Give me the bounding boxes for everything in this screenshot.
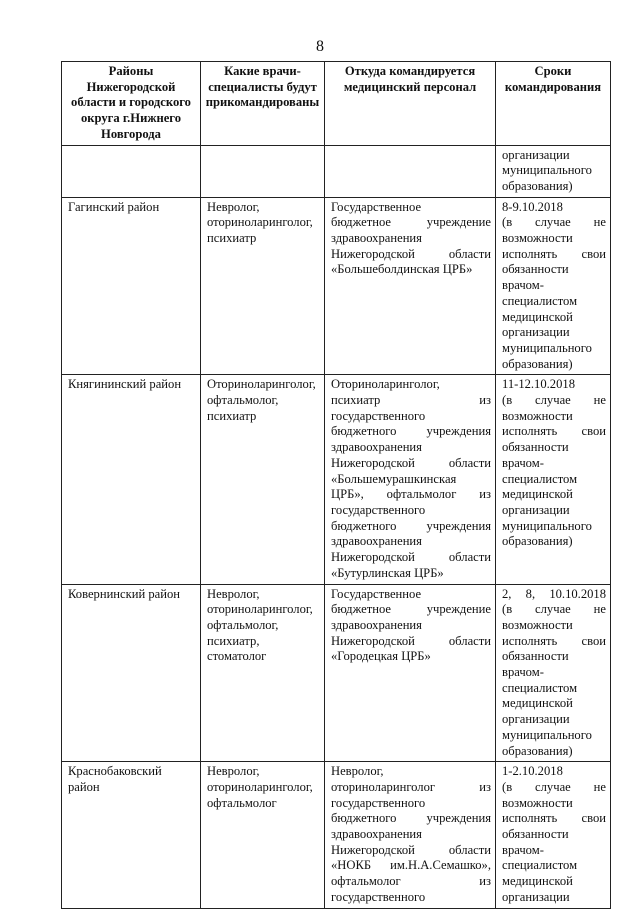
- cell-line: психиатр: [207, 231, 257, 246]
- cell-line: возможности: [502, 795, 573, 810]
- cell-line: бюджетное учреждение: [331, 215, 491, 230]
- cell-line: район: [68, 779, 100, 794]
- cell-source: [325, 145, 496, 197]
- cell-line: Оториноларинголог,: [331, 377, 440, 392]
- cell-line: врачом-: [502, 665, 544, 680]
- cell-line: оториноларинголог,: [207, 215, 313, 230]
- cell-source: [325, 197, 496, 375]
- cell-line: образования): [502, 743, 573, 758]
- cell-line: офтальмолог: [207, 795, 277, 810]
- header-dates: [496, 62, 611, 146]
- cell-specialists: [201, 197, 325, 375]
- header-specialists: [201, 62, 325, 146]
- cell-line: Нижегородской: [86, 79, 176, 94]
- cell-line: бюджетного учреждения: [331, 518, 491, 533]
- cell-dates: [496, 762, 611, 908]
- cell-line: офтальмолог из: [331, 874, 491, 889]
- cell-line: Новгорода: [101, 126, 161, 141]
- cell-line: Государственное: [331, 586, 422, 601]
- cell-specialists: [201, 584, 325, 762]
- cell-line: прикомандированы: [205, 95, 320, 110]
- page-number: 8: [316, 38, 324, 55]
- cell-line: образования): [502, 178, 573, 193]
- cell-line: округа г.Нижнего: [80, 111, 182, 126]
- cell-line: стоматолог: [207, 649, 267, 664]
- cell-line: медицинской: [502, 309, 573, 324]
- cell-line: «Городецкая ЦРБ»: [331, 649, 431, 664]
- cell-dates: [496, 145, 611, 197]
- cell-line: государственного: [331, 795, 426, 810]
- cell-line: Оториноларинголог,: [207, 377, 316, 392]
- cell-line: Невролог,: [207, 199, 260, 214]
- cell-line: организации: [502, 889, 570, 904]
- cell-line: психиатр: [207, 408, 257, 423]
- cell-line: Нижегородской области: [331, 842, 491, 857]
- cell-line: возможности: [502, 408, 573, 423]
- cell-line: Невролог,: [207, 586, 260, 601]
- cell-line: возможности: [502, 231, 573, 246]
- cell-district: [62, 197, 201, 375]
- cell-line: Нижегородской области: [331, 246, 491, 261]
- cell-specialists: [201, 375, 325, 584]
- cell-line: обязанности: [502, 827, 569, 842]
- cell-line: «Бутурлинская ЦРБ»: [331, 565, 444, 580]
- cell-line: муниципального: [502, 163, 592, 178]
- cell-line: исполнять свои: [502, 633, 606, 648]
- cell-source: [325, 762, 496, 908]
- cell-line: медицинской: [502, 874, 573, 889]
- cell-specialists: [201, 145, 325, 197]
- cell-line: исполнять свои: [502, 424, 606, 439]
- cell-line: Откуда командируется: [344, 64, 476, 78]
- cell-line: специалистом: [502, 680, 578, 695]
- cell-line: Какие врачи-: [224, 64, 301, 78]
- cell-line: 8-9.10.2018: [502, 199, 563, 214]
- cell-district: [62, 375, 201, 584]
- cell-line: исполнять свои: [502, 246, 606, 261]
- cell-line: 11-12.10.2018: [502, 377, 575, 392]
- cell-line: муниципального: [502, 518, 592, 533]
- cell-dates: [496, 197, 611, 375]
- cell-line: врачом-: [502, 842, 544, 857]
- cell-line: государственного: [331, 408, 426, 423]
- cell-source: [325, 584, 496, 762]
- cell-line: Краснобаковский: [68, 764, 162, 779]
- cell-line: здравоохранения: [331, 617, 422, 632]
- cell-line: «Большеболдинская ЦРБ»: [331, 262, 473, 277]
- cell-line: государственного: [331, 502, 426, 517]
- cell-line: муниципального: [502, 727, 592, 742]
- cell-line: образования): [502, 534, 573, 549]
- cell-line: здравоохранения: [331, 231, 422, 246]
- table-row: [62, 375, 611, 584]
- cell-line: (в случае не: [502, 602, 606, 617]
- cell-line: 1-2.10.2018: [502, 764, 563, 779]
- cell-line: медицинской: [502, 487, 573, 502]
- cell-line: командирования: [504, 79, 602, 94]
- table-row: [62, 145, 611, 197]
- cell-line: Невролог,: [207, 764, 260, 779]
- cell-line: Нижегородской области: [331, 550, 491, 565]
- cell-line: обязанности: [502, 262, 569, 277]
- cell-line: организации: [502, 147, 570, 162]
- cell-district: [62, 584, 201, 762]
- cell-line: государственного: [331, 889, 426, 904]
- cell-line: оториноларинголог,: [207, 779, 313, 794]
- cell-line: оториноларинголог,: [207, 602, 313, 617]
- table-row: [62, 197, 611, 375]
- cell-dates: [496, 584, 611, 762]
- cell-line: 2, 8, 10.10.2018: [502, 586, 606, 601]
- cell-line: образования): [502, 356, 573, 371]
- cell-line: Государственное: [331, 199, 422, 214]
- cell-line: бюджетного учреждения: [331, 811, 491, 826]
- cell-line: возможности: [502, 617, 573, 632]
- cell-line: специалистом: [502, 471, 578, 486]
- cell-line: Нижегородской области: [331, 455, 491, 470]
- cell-line: здравоохранения: [331, 440, 422, 455]
- cell-district: [62, 145, 201, 197]
- header-row: [62, 62, 611, 146]
- cell-line: здравоохранения: [331, 534, 422, 549]
- cell-line: медицинский персонал: [343, 79, 477, 94]
- cell-line: врачом-: [502, 455, 544, 470]
- cell-line: области и городского: [71, 95, 191, 110]
- table-row: [62, 584, 611, 762]
- cell-line: бюджетное учреждение: [331, 602, 491, 617]
- cell-line: обязанности: [502, 440, 569, 455]
- cell-line: муниципального: [502, 340, 592, 355]
- cell-line: Ковернинский район: [68, 586, 181, 601]
- table-row: [62, 762, 611, 908]
- cell-line: бюджетного учреждения: [331, 424, 491, 439]
- cell-line: (в случае не: [502, 393, 606, 408]
- cell-line: оториноларинголог из: [331, 779, 491, 794]
- cell-line: офтальмолог,: [207, 393, 279, 408]
- cell-line: организации: [502, 502, 570, 517]
- cell-district: [62, 762, 201, 908]
- cell-line: специалистом: [502, 293, 578, 308]
- cell-line: исполнять свои: [502, 811, 606, 826]
- cell-line: психиатр из: [331, 393, 491, 408]
- cell-line: специалисты будут: [208, 79, 317, 94]
- cell-line: организации: [502, 712, 570, 727]
- cell-line: Княгининский район: [68, 377, 182, 392]
- cell-line: специалистом: [502, 858, 578, 873]
- cell-line: офтальмолог,: [207, 617, 279, 632]
- cell-line: психиатр,: [207, 633, 260, 648]
- cell-line: врачом-: [502, 278, 544, 293]
- cell-line: Районы: [108, 64, 154, 78]
- cell-line: (в случае не: [502, 779, 606, 794]
- header-source: [325, 62, 496, 146]
- cell-line: Невролог,: [331, 764, 384, 779]
- cell-line: организации: [502, 325, 570, 340]
- cell-line: здравоохранения: [331, 827, 422, 842]
- deployment-table: [61, 61, 611, 909]
- cell-line: «Большемурашкинская: [331, 471, 457, 486]
- cell-line: обязанности: [502, 649, 569, 664]
- cell-line: «НОКБ им.Н.А.Семашко»,: [331, 858, 491, 873]
- cell-line: (в случае не: [502, 215, 606, 230]
- cell-dates: [496, 375, 611, 584]
- cell-line: Сроки: [534, 64, 572, 78]
- cell-line: ЦРБ», офтальмолог из: [331, 487, 491, 502]
- cell-source: [325, 375, 496, 584]
- cell-specialists: [201, 762, 325, 908]
- cell-line: медицинской: [502, 696, 573, 711]
- cell-line: Нижегородской области: [331, 633, 491, 648]
- cell-line: Гагинский район: [68, 199, 160, 214]
- header-districts: [62, 62, 201, 146]
